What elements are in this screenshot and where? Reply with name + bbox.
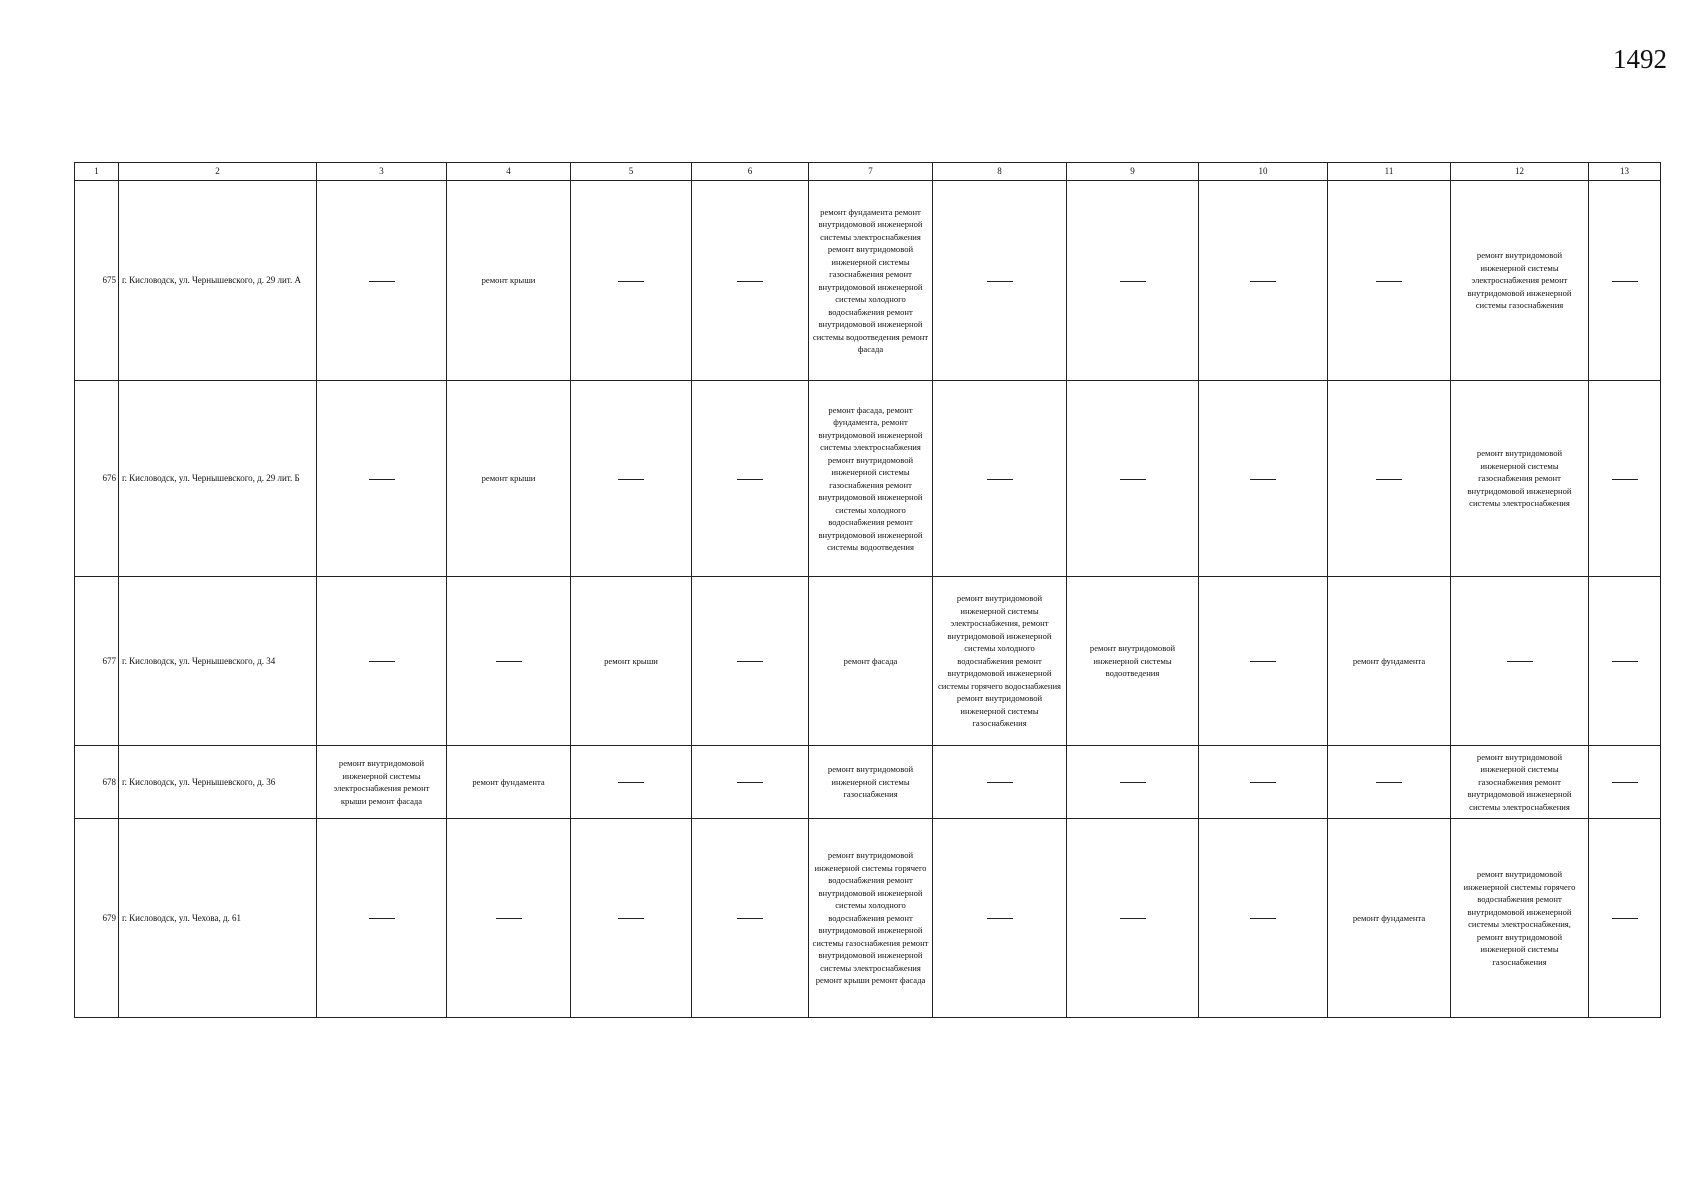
cell xyxy=(933,819,1067,1018)
row-number: 675 xyxy=(75,181,119,381)
cell xyxy=(1328,181,1451,381)
cell xyxy=(692,381,809,577)
cell xyxy=(1067,181,1199,381)
cell: ремонт внутридомовой инженерной системы газоснабжения ремонт внутридомовой инженерной системы электроснабжения xyxy=(1451,746,1589,819)
table-row xyxy=(75,577,1661,746)
row-number: 677 xyxy=(75,577,119,746)
col-header: 6 xyxy=(692,163,809,181)
cell xyxy=(692,577,809,746)
col-header: 1 xyxy=(75,163,119,181)
cell: ремонт фасада, ремонт фундамента, ремонт внутридомовой инженерной системы электроснабжения ремонт внутридомовой инженерной системы газоснабжения ремонт внутридомовой инженерной системы холодного водоснабжения ремонт внутридомовой инженерной системы водоотведения xyxy=(809,381,933,577)
table-row xyxy=(75,381,1661,577)
cell: ремонт фундамента xyxy=(447,746,571,819)
cell: ремонт внутридомовой инженерной системы электроснабжения ремонт крыши ремонт фасада xyxy=(317,746,447,819)
address-cell: г. Кисловодск, ул. Чернышевского, д. 36 xyxy=(119,746,317,819)
table-row xyxy=(75,181,1661,381)
cell xyxy=(1199,181,1328,381)
cell xyxy=(1451,577,1589,746)
cell xyxy=(1067,381,1199,577)
table-row xyxy=(75,746,1661,819)
cell xyxy=(1589,819,1661,1018)
cell xyxy=(933,381,1067,577)
col-header: 3 xyxy=(317,163,447,181)
col-header: 12 xyxy=(1451,163,1589,181)
cell: ремонт внутридомовой инженерной системы газоснабжения xyxy=(809,746,933,819)
cell xyxy=(571,746,692,819)
col-header: 5 xyxy=(571,163,692,181)
cell: ремонт крыши xyxy=(571,577,692,746)
cell xyxy=(571,819,692,1018)
cell xyxy=(317,181,447,381)
cell xyxy=(933,181,1067,381)
cell xyxy=(571,181,692,381)
cell xyxy=(447,577,571,746)
cell xyxy=(1199,577,1328,746)
col-header: 2 xyxy=(119,163,317,181)
col-header: 7 xyxy=(809,163,933,181)
cell: ремонт внутридомовой инженерной системы водоотведения xyxy=(1067,577,1199,746)
row-number: 678 xyxy=(75,746,119,819)
cell xyxy=(1589,381,1661,577)
col-header: 4 xyxy=(447,163,571,181)
address-cell: г. Кисловодск, ул. Чернышевского, д. 34 xyxy=(119,577,317,746)
cell xyxy=(1199,819,1328,1018)
cell: ремонт крыши xyxy=(447,381,571,577)
cell xyxy=(317,819,447,1018)
cell: ремонт крыши xyxy=(447,181,571,381)
cell xyxy=(1199,381,1328,577)
cell: ремонт фундамента xyxy=(1328,819,1451,1018)
cell: ремонт внутридомовой инженерной системы горячего водоснабжения ремонт внутридомовой инженерной системы электроснабжения, ремонт внутридомовой инженерной системы газоснабжения xyxy=(1451,819,1589,1018)
col-header: 9 xyxy=(1067,163,1199,181)
cell xyxy=(1067,746,1199,819)
cell xyxy=(1328,746,1451,819)
col-header: 11 xyxy=(1328,163,1451,181)
col-header: 13 xyxy=(1589,163,1661,181)
cell xyxy=(1199,746,1328,819)
cell xyxy=(933,746,1067,819)
address-cell: г. Кисловодск, ул. Чехова, д. 61 xyxy=(119,819,317,1018)
cell: ремонт фасада xyxy=(809,577,933,746)
address-cell: г. Кисловодск, ул. Чернышевского, д. 29 лит. Б xyxy=(119,381,317,577)
cell xyxy=(692,819,809,1018)
cell xyxy=(1589,577,1661,746)
cell: ремонт фундамента ремонт внутридомовой инженерной системы электроснабжения ремонт внутридомовой инженерной системы газоснабжения ремонт внутридомовой инженерной системы холодного водоснабжения ремонт внутридомовой инженерной системы водоотведения ремонт фасада xyxy=(809,181,933,381)
cell xyxy=(571,381,692,577)
cell: ремонт внутридомовой инженерной системы электроснабжения, ремонт внутридомовой инженерной системы холодного водоснабжения ремонт внутридомовой инженерной системы горячего водоснабжения ремонт внутридомовой инженерной системы газоснабжения xyxy=(933,577,1067,746)
cell xyxy=(1589,746,1661,819)
cell xyxy=(1328,381,1451,577)
row-number: 679 xyxy=(75,819,119,1018)
table-row xyxy=(75,819,1661,1018)
repair-schedule-table xyxy=(74,162,1661,1018)
cell xyxy=(692,181,809,381)
cell: ремонт внутридомовой инженерной системы электроснабжения ремонт внутридомовой инженерной системы газоснабжения xyxy=(1451,181,1589,381)
cell xyxy=(317,381,447,577)
cell xyxy=(1589,181,1661,381)
cell: ремонт фундамента xyxy=(1328,577,1451,746)
col-header: 10 xyxy=(1199,163,1328,181)
cell xyxy=(1067,819,1199,1018)
cell xyxy=(317,577,447,746)
cell: ремонт внутридомовой инженерной системы газоснабжения ремонт внутридомовой инженерной системы электроснабжения xyxy=(1451,381,1589,577)
header-row xyxy=(75,163,1661,181)
col-header: 8 xyxy=(933,163,1067,181)
row-number: 676 xyxy=(75,381,119,577)
page-number: 1492 xyxy=(1613,44,1667,74)
cell: ремонт внутридомовой инженерной системы горячего водоснабжения ремонт внутридомовой инженерной системы холодного водоснабжения ремонт внутридомовой инженерной системы газоснабжения ремонт внутридомовой инженерной системы электроснабжения ремонт крыши ремонт фасада xyxy=(809,819,933,1018)
cell xyxy=(692,746,809,819)
cell xyxy=(447,819,571,1018)
address-cell: г. Кисловодск, ул. Чернышевского, д. 29 лит. А xyxy=(119,181,317,381)
